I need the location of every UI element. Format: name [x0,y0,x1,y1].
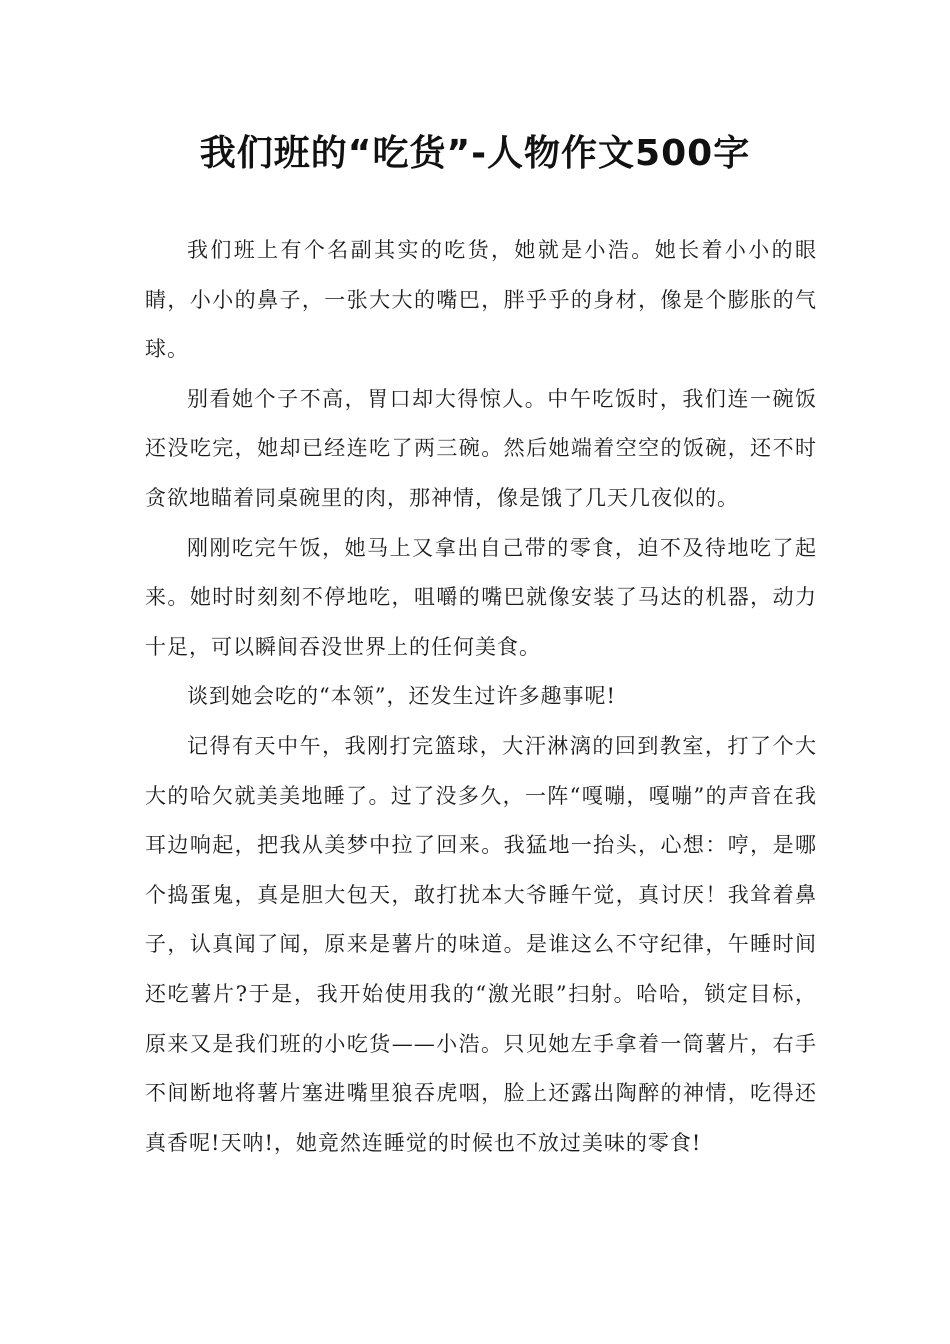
paragraph-5: 记得有天中午，我刚打完篮球，大汗淋漓的回到教室，打了个大大的哈欠就美美地睡了。过了没多久，一阵“嘎嘣，嘎嘣”的声音在我耳边响起，把我从美梦中拉了回来。我猛地一抬头，心想：哼，是哪个捣蛋鬼，真是胆大包天，敢打扰本大爷睡午觉，真讨厌！我耸着鼻子，认真闻了闻，原来是薯片的味道。是谁这么不守纪律，午睡时间还吃薯片?于是，我开始使用我的“激光眼”扫射。哈哈，锁定目标，原来又是我们班的小吃货——小浩。只见她左手拿着一筒薯片，右手不间断地将薯片塞进嘴里狼吞虎咽，脸上还露出陶醉的神情，吃得还真香呢!天呐!，她竟然连睡觉的时候也不放过美味的零食! [145,733,817,1155]
document-body [145,226,817,1168]
document-title: 我们班的“吃货”-人物作文500字 [199,133,751,174]
paragraph-2: 别看她个子不高，胃口却大得惊人。中午吃饭时，我们连一碗饭还没吃完，她却已经连吃了两三碗。然后她端着空空的饭碗，还不时贪欲地瞄着同桌碗里的肉，那神情，像是饿了几天几夜似的。 [145,386,817,510]
paragraph-3: 刚刚吃完午饭，她马上又拿出自己带的零食，迫不及待地吃了起来。她时时刻刻不停地吃，咀嚼的嘴巴就像安装了马达的机器，动力十足，可以瞬间吞没世界上的任何美食。 [145,535,817,659]
paragraph-1: 我们班上有个名副其实的吃货，她就是小浩。她长着小小的眼睛，小小的鼻子，一张大大的嘴巴，胖乎乎的身材，像是个膨胀的气球。 [145,238,817,362]
paragraph-4: 谈到她会吃的“本领”，还发生过许多趣事呢! [187,684,616,709]
